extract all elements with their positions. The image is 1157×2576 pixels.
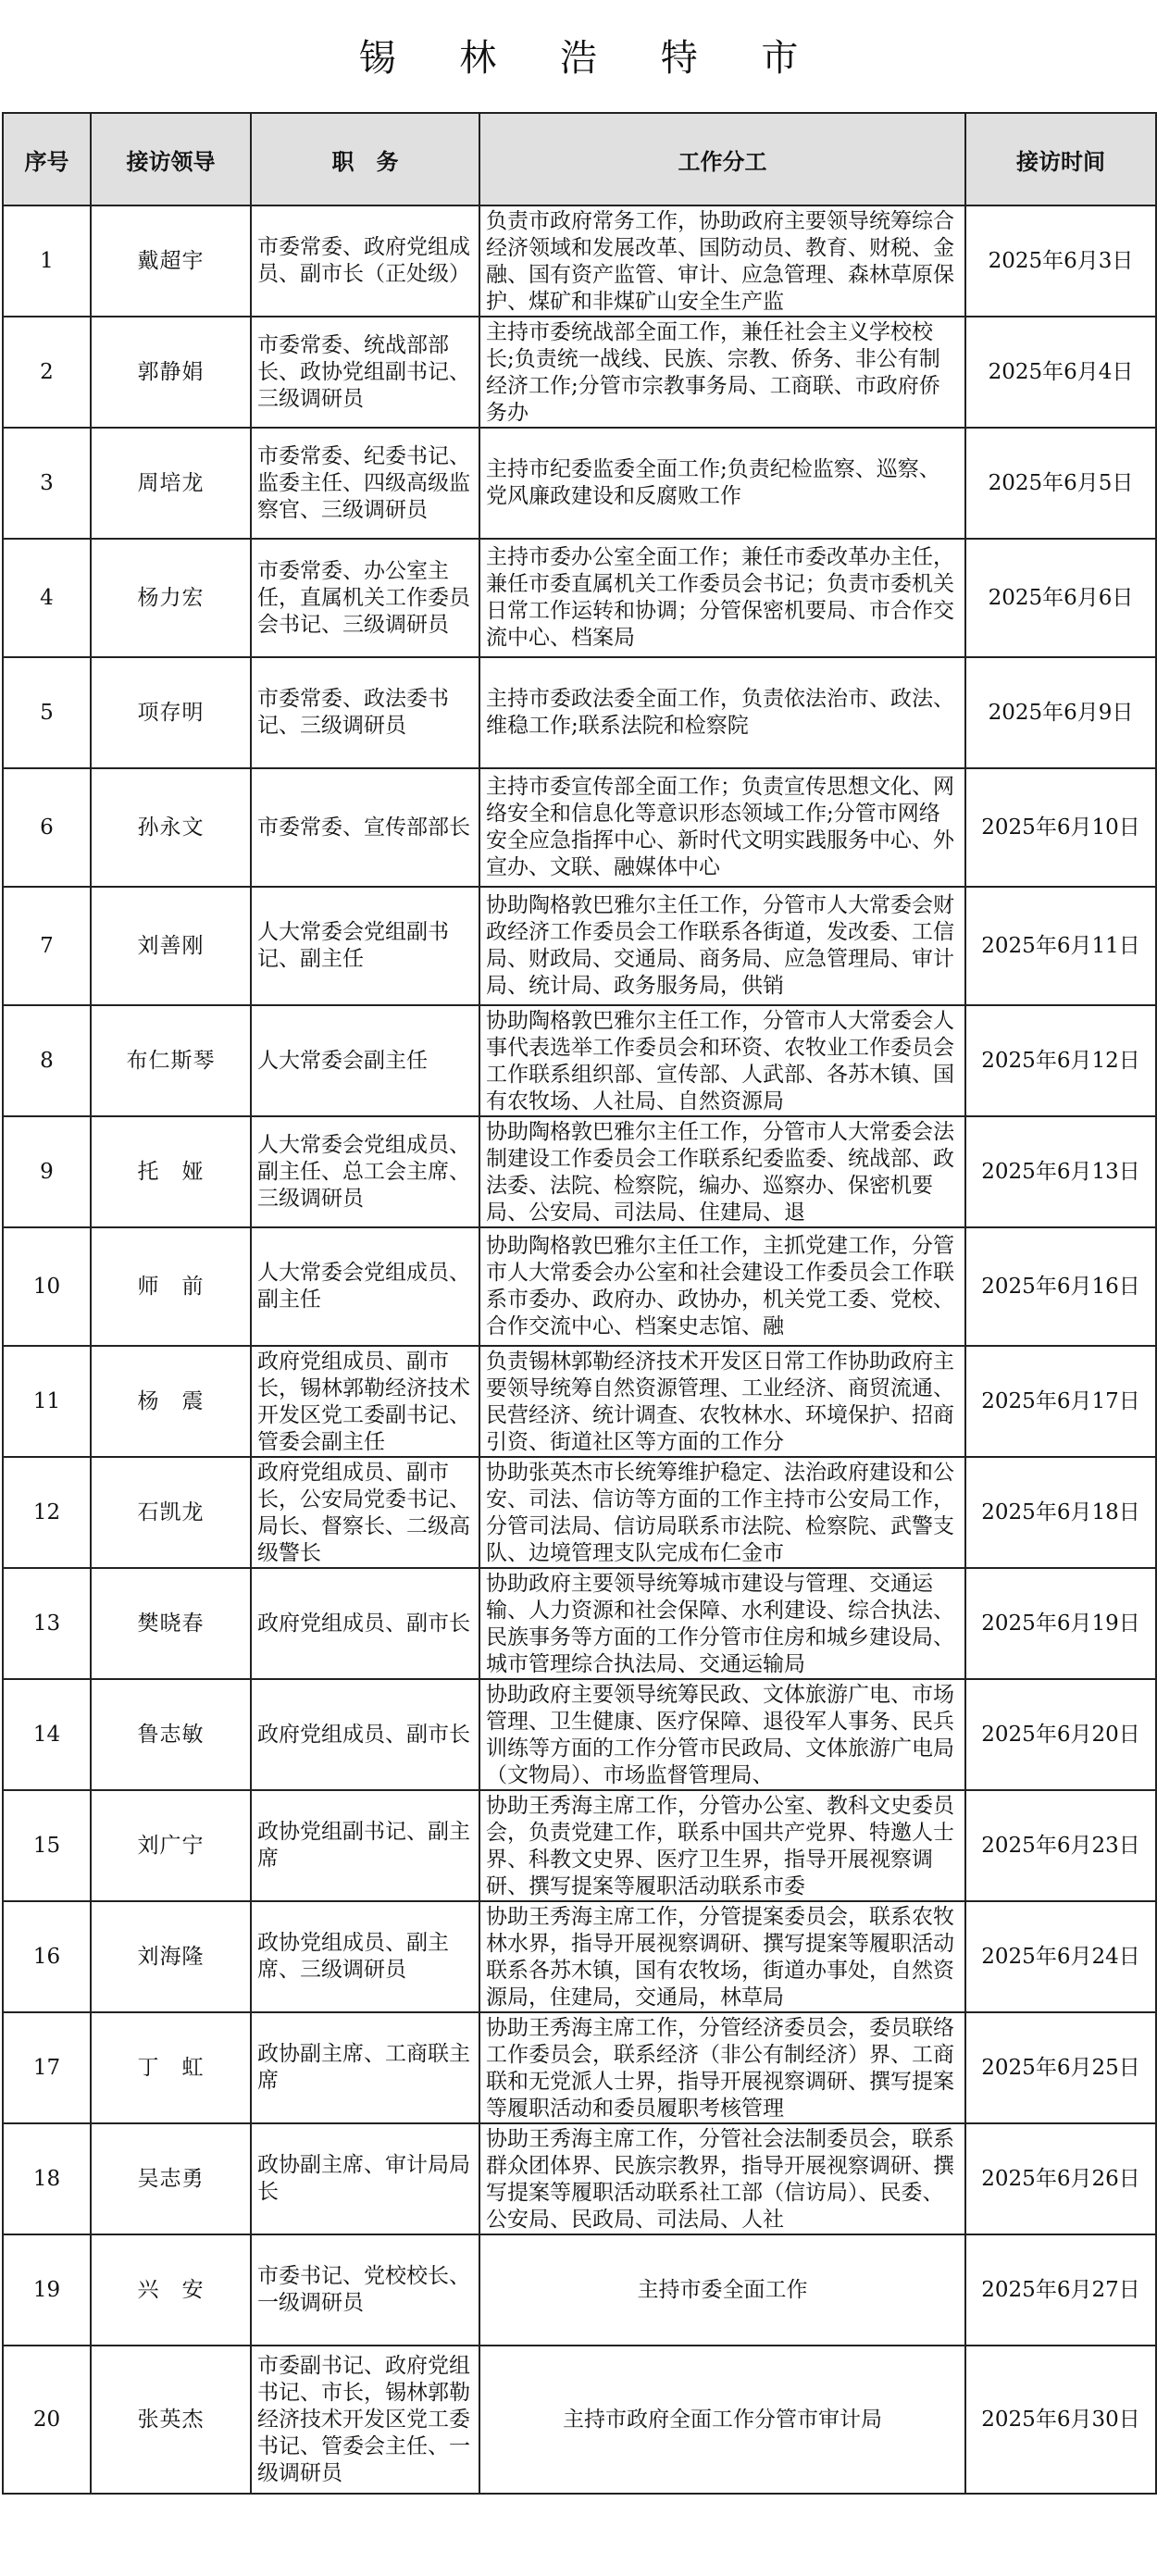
duties-cell: 主持市政府全面工作分管市审计局 xyxy=(479,2346,965,2494)
date-cell: 2025年6月11日 xyxy=(965,887,1156,1005)
header-seq: 序号 xyxy=(3,113,91,205)
position-cell: 市委常委、政法委书记、三级调研员 xyxy=(251,657,479,768)
leader-name-cell: 师 前 xyxy=(91,1227,251,1346)
leader-name-cell: 项存明 xyxy=(91,657,251,768)
seq-cell: 4 xyxy=(3,539,91,657)
table-row xyxy=(3,887,1156,1005)
position-cell: 政协副主席、审计局局长 xyxy=(251,2123,479,2234)
table-row xyxy=(3,768,1156,887)
position-cell: 人大常委会党组成员、副主任 xyxy=(251,1227,479,1346)
duties-cell: 协助政府主要领导统筹城市建设与管理、交通运输、人力资源和社会保障、水利建设、综合执法、民族事务等方面的工作分管市住房和城乡建设局、城市管理综合执法局、交通运输局 xyxy=(479,1568,965,1679)
seq-cell: 2 xyxy=(3,317,91,428)
table-row xyxy=(3,2123,1156,2234)
table-row xyxy=(3,1790,1156,1901)
seq-cell: 18 xyxy=(3,2123,91,2234)
seq-cell: 14 xyxy=(3,1679,91,1790)
position-cell: 市委书记、党校校长、一级调研员 xyxy=(251,2234,479,2346)
table-row xyxy=(3,539,1156,657)
leader-name-cell: 杨 震 xyxy=(91,1346,251,1457)
position-cell: 市委常委、宣传部部长 xyxy=(251,768,479,887)
date-cell: 2025年6月5日 xyxy=(965,428,1156,539)
duties-cell: 协助王秀海主席工作，分管办公室、教科文史委员会，负责党建工作，联系中国共产党界、特邀人士界、科教文史界、医疗卫生界，指导开展视察调研、撰写提案等履职活动联系市委 xyxy=(479,1790,965,1901)
duties-cell: 负责锡林郭勒经济技术开发区日常工作协助政府主要领导统筹自然资源管理、工业经济、商贸流通、民营经济、统计调查、农牧林水、环境保护、招商引资、街道社区等方面的工作分 xyxy=(479,1346,965,1457)
page-title: 锡 林 浩 特 市 xyxy=(358,36,825,80)
header-duties: 工作分工 xyxy=(479,113,965,205)
leader-name-cell: 周培龙 xyxy=(91,428,251,539)
position-cell: 人大常委会副主任 xyxy=(251,1005,479,1116)
position-cell: 市委常委、纪委书记、监委主任、四级高级监察官、三级调研员 xyxy=(251,428,479,539)
leader-name-cell: 丁 虹 xyxy=(91,2012,251,2123)
seq-cell: 11 xyxy=(3,1346,91,1457)
table-row xyxy=(3,1227,1156,1346)
date-cell: 2025年6月6日 xyxy=(965,539,1156,657)
date-cell: 2025年6月17日 xyxy=(965,1346,1156,1457)
leader-name-cell: 托 娅 xyxy=(91,1116,251,1227)
reception-schedule-table xyxy=(2,112,1157,2495)
seq-cell: 10 xyxy=(3,1227,91,1346)
seq-cell: 19 xyxy=(3,2234,91,2346)
duties-cell: 主持市委宣传部全面工作；负责宣传思想文化、网络安全和信息化等意识形态领域工作;分管市网络安全应急指挥中心、新时代文明实践服务中心、外宣办、文联、融媒体中心 xyxy=(479,768,965,887)
seq-cell: 6 xyxy=(3,768,91,887)
duties-cell: 主持市委政法委全面工作，负责依法治市、政法、维稳工作;联系法院和检察院 xyxy=(479,657,965,768)
table-row xyxy=(3,1346,1156,1457)
duties-cell: 负责市政府常务工作，协助政府主要领导统筹综合经济领域和发展改革、国防动员、教育、财税、金融、国有资产监管、审计、应急管理、森林草原保护、煤矿和非煤矿山安全生产监 xyxy=(479,205,965,317)
seq-cell: 16 xyxy=(3,1901,91,2012)
date-cell: 2025年6月27日 xyxy=(965,2234,1156,2346)
date-cell: 2025年6月13日 xyxy=(965,1116,1156,1227)
leader-name-cell: 刘善刚 xyxy=(91,887,251,1005)
seq-cell: 20 xyxy=(3,2346,91,2494)
leader-name-cell: 鲁志敏 xyxy=(91,1679,251,1790)
date-cell: 2025年6月12日 xyxy=(965,1005,1156,1116)
leader-name-cell: 石凯龙 xyxy=(91,1457,251,1568)
table-row xyxy=(3,1457,1156,1568)
position-cell: 市委常委、办公室主任，直属机关工作委员会书记、三级调研员 xyxy=(251,539,479,657)
date-cell: 2025年6月20日 xyxy=(965,1679,1156,1790)
seq-cell: 13 xyxy=(3,1568,91,1679)
table-row xyxy=(3,2346,1156,2494)
duties-cell: 主持市委统战部全面工作，兼任社会主义学校校长;负责统一战线、民族、宗教、侨务、非公有制经济工作;分管市宗教事务局、工商联、市政府侨务办 xyxy=(479,317,965,428)
position-cell: 人大常委会党组副书记、副主任 xyxy=(251,887,479,1005)
seq-cell: 15 xyxy=(3,1790,91,1901)
date-cell: 2025年6月25日 xyxy=(965,2012,1156,2123)
leader-name-cell: 孙永文 xyxy=(91,768,251,887)
leader-name-cell: 布仁斯琴 xyxy=(91,1005,251,1116)
table-row xyxy=(3,1901,1156,2012)
date-cell: 2025年6月4日 xyxy=(965,317,1156,428)
seq-cell: 8 xyxy=(3,1005,91,1116)
position-cell: 政府党组成员、副市长 xyxy=(251,1568,479,1679)
seq-cell: 7 xyxy=(3,887,91,1005)
position-cell: 政协党组成员、副主席、三级调研员 xyxy=(251,1901,479,2012)
duties-cell: 主持市纪委监委全面工作;负责纪检监察、巡察、党风廉政建设和反腐败工作 xyxy=(479,428,965,539)
table-row xyxy=(3,1005,1156,1116)
duties-cell: 协助陶格敦巴雅尔主任工作，分管市人大常委会法制建设工作委员会工作联系纪委监委、统战部、政法委、法院、检察院，编办、巡察办、保密机要局、公安局、司法局、住建局、退 xyxy=(479,1116,965,1227)
seq-cell: 17 xyxy=(3,2012,91,2123)
seq-cell: 9 xyxy=(3,1116,91,1227)
table-row xyxy=(3,428,1156,539)
header-position: 职 务 xyxy=(251,113,479,205)
date-cell: 2025年6月19日 xyxy=(965,1568,1156,1679)
position-cell: 政协党组副书记、副主席 xyxy=(251,1790,479,1901)
table-row xyxy=(3,1679,1156,1790)
table-header-row xyxy=(3,113,1156,205)
position-cell: 政府党组成员、副市长 xyxy=(251,1679,479,1790)
leader-name-cell: 郭静娟 xyxy=(91,317,251,428)
position-cell: 政府党组成员、副市长，公安局党委书记、局长、督察长、二级高级警长 xyxy=(251,1457,479,1568)
duties-cell: 协助陶格敦巴雅尔主任工作，分管市人大常委会财政经济工作委员会工作联系各街道，发改委、工信局、财政局、交通局、商务局、应急管理局、审计局、统计局、政务服务局，供销 xyxy=(479,887,965,1005)
duties-cell: 协助张英杰市长统筹维护稳定、法治政府建设和公安、司法、信访等方面的工作主持市公安局工作，分管司法局、信访局联系市法院、检察院、武警支队、边境管理支队完成布仁金市 xyxy=(479,1457,965,1568)
table-row xyxy=(3,2234,1156,2346)
position-cell: 政协副主席、工商联主席 xyxy=(251,2012,479,2123)
header-date: 接访时间 xyxy=(965,113,1156,205)
duties-cell: 协助政府主要领导统筹民政、文体旅游广电、市场管理、卫生健康、医疗保障、退役军人事务、民兵训练等方面的工作分管市民政局、文体旅游广电局（文物局）、市场监督管理局、 xyxy=(479,1679,965,1790)
position-cell: 市委副书记、政府党组书记、市长，锡林郭勒经济技术开发区党工委书记、管委会主任、一级调研员 xyxy=(251,2346,479,2494)
table-row xyxy=(3,657,1156,768)
seq-cell: 1 xyxy=(3,205,91,317)
position-cell: 市委常委、统战部部长、政协党组副书记、三级调研员 xyxy=(251,317,479,428)
duties-cell: 协助陶格敦巴雅尔主任工作，主抓党建工作，分管市人大常委会办公室和社会建设工作委员会工作联系市委办、政府办、政协办，机关党工委、党校、合作交流中心、档案史志馆、融 xyxy=(479,1227,965,1346)
seq-cell: 3 xyxy=(3,428,91,539)
table-row xyxy=(3,1116,1156,1227)
seq-cell: 5 xyxy=(3,657,91,768)
leader-name-cell: 兴 安 xyxy=(91,2234,251,2346)
leader-name-cell: 张英杰 xyxy=(91,2346,251,2494)
duties-cell: 主持市委全面工作 xyxy=(479,2234,965,2346)
date-cell: 2025年6月9日 xyxy=(965,657,1156,768)
header-leader: 接访领导 xyxy=(91,113,251,205)
position-cell: 政府党组成员、副市长，锡林郭勒经济技术开发区党工委副书记、管委会副主任 xyxy=(251,1346,479,1457)
date-cell: 2025年6月16日 xyxy=(965,1227,1156,1346)
date-cell: 2025年6月10日 xyxy=(965,768,1156,887)
leader-name-cell: 吴志勇 xyxy=(91,2123,251,2234)
position-cell: 市委常委、政府党组成员、副市长（正处级） xyxy=(251,205,479,317)
table-row xyxy=(3,2012,1156,2123)
table-row xyxy=(3,317,1156,428)
table-row xyxy=(3,205,1156,317)
leader-name-cell: 刘广宁 xyxy=(91,1790,251,1901)
duties-cell: 协助王秀海主席工作，分管社会法制委员会，联系群众团体界、民族宗教界，指导开展视察调研、撰写提案等履职活动联系社工部（信访局）、民委、公安局、民政局、司法局、人社 xyxy=(479,2123,965,2234)
seq-cell: 12 xyxy=(3,1457,91,1568)
table-row xyxy=(3,1568,1156,1679)
position-cell: 人大常委会党组成员、副主任、总工会主席、三级调研员 xyxy=(251,1116,479,1227)
date-cell: 2025年6月30日 xyxy=(965,2346,1156,2494)
leader-name-cell: 刘海隆 xyxy=(91,1901,251,2012)
duties-cell: 协助陶格敦巴雅尔主任工作，分管市人大常委会人事代表选举工作委员会和环资、农牧业工作委员会工作联系组织部、宣传部、人武部、各苏木镇、国有农牧场、人社局、自然资源局 xyxy=(479,1005,965,1116)
date-cell: 2025年6月18日 xyxy=(965,1457,1156,1568)
leader-name-cell: 樊晓春 xyxy=(91,1568,251,1679)
duties-cell: 协助王秀海主席工作，分管经济委员会，委员联络工作委员会，联系经济（非公有制经济）界、工商联和无党派人士界，指导开展视察调研、撰写提案等履职活动和委员履职考核管理 xyxy=(479,2012,965,2123)
leader-name-cell: 戴超宇 xyxy=(91,205,251,317)
date-cell: 2025年6月3日 xyxy=(965,205,1156,317)
duties-cell: 协助王秀海主席工作，分管提案委员会，联系农牧林水界，指导开展视察调研、撰写提案等履职活动联系各苏木镇，国有农牧场，街道办事处，自然资源局，住建局，交通局，林草局 xyxy=(479,1901,965,2012)
date-cell: 2025年6月24日 xyxy=(965,1901,1156,2012)
date-cell: 2025年6月23日 xyxy=(965,1790,1156,1901)
date-cell: 2025年6月26日 xyxy=(965,2123,1156,2234)
leader-name-cell: 杨力宏 xyxy=(91,539,251,657)
duties-cell: 主持市委办公室全面工作；兼任市委改革办主任，兼任市委直属机关工作委员会书记；负责市委机关日常工作运转和协调；分管保密机要局、市合作交流中心、档案局 xyxy=(479,539,965,657)
